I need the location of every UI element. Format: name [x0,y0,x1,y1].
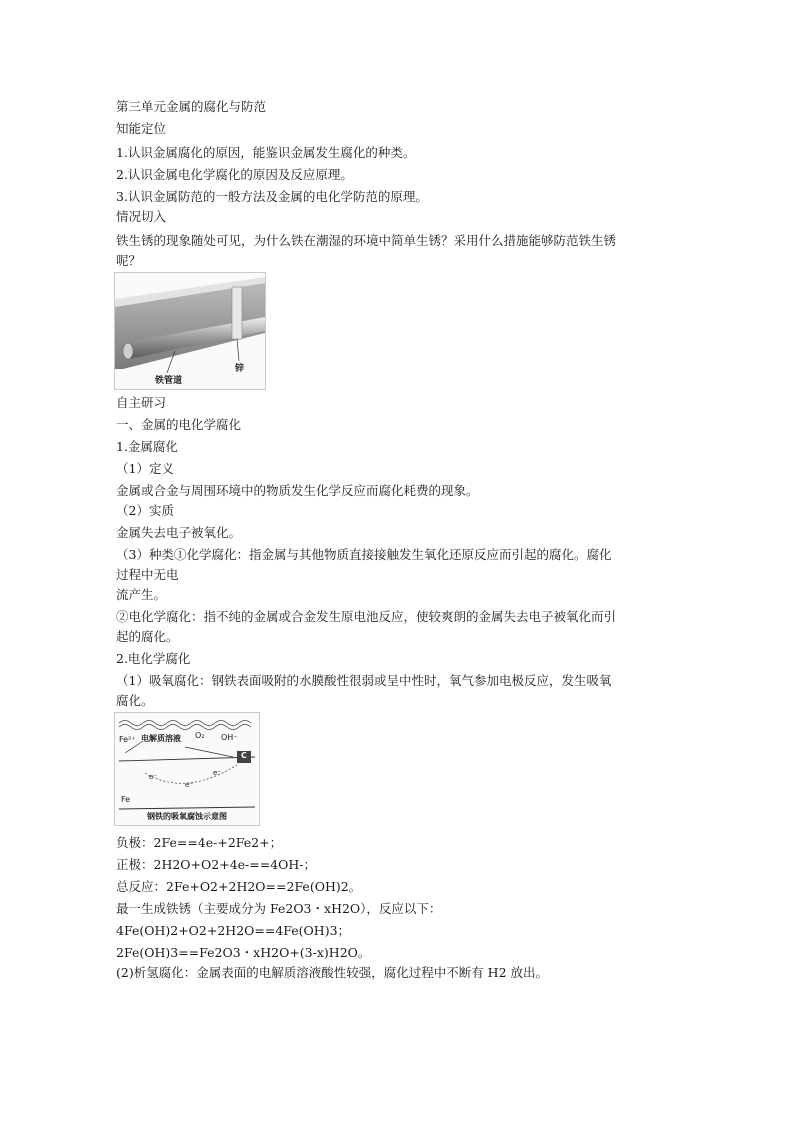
section-heading-situation: 情况切入 [116,209,167,224]
electrolyte-label: 电解质溶液 [141,734,181,743]
section-heading-selfstudy: 自主研习 [116,395,167,410]
oxygen-corrosion-figure [114,712,260,826]
objective-item-1: 1.认识金属腐化的原因，能鉴识金属发生腐化的种类。 [116,145,416,160]
iron-pipe-figure [114,272,266,390]
objective-item-3: 3.认识金属防范的一般方法及金属的电化学防范的原理。 [116,189,428,204]
types-text-line-2: 过程中无电 [116,567,179,582]
situation-paragraph-line-2: 呢？ [116,253,142,268]
types-text-line-1: （3）种类①化学腐化：指金属与其他物质直接接触发生氧化还原反应而引起的腐化。腐化 [116,547,612,562]
oh-label: OH⁻ [221,733,238,742]
electron-label-2: e⁻ [185,781,194,789]
electron-label-1: e⁻ [149,773,158,781]
positive-electrode-equation: 正极：2H2O+O2+4e-==4OH-； [116,857,317,872]
types-text-line-3: 流产生。 [116,587,167,602]
page-title: 第三单元金属的腐化与防范 [116,99,267,114]
hydrogen-evolution-text: (2)析氢腐化：金属表面的电解质溶液酸性较强，腐化过程中不断有 H2 放出。 [116,965,549,980]
negative-electrode-equation: 负极：2Fe==4e-+2Fe2+； [116,835,283,850]
heading-electrochemical: 2.电化学腐化 [116,651,191,666]
pipe-label: 铁管道 [155,376,183,386]
figure-caption: 钢铁的吸氧腐蚀示意图 [147,812,227,821]
fe2-label: Fe²⁺ [119,735,136,744]
zinc-label: 锌 [235,364,245,374]
o2-label: O₂ [195,731,205,740]
oxygen-absorption-line-1: （1）吸氧腐化：钢铁表面吸附的水膜酸性很弱或呈中性时，氧气参加电极反应，发生吸氧 [116,673,612,688]
situation-paragraph-line-1: 铁生锈的现象随处可见，为什么铁在潮湿的环境中简单生锈？采用什么措施能够防范铁生锈 [116,233,617,248]
heading-metal-corrosion: 1.金属腐化 [116,439,178,454]
fe-label: Fe [121,795,131,804]
subheading-definition: （1）定义 [116,461,174,476]
rust-equation-1: 4Fe(OH)2+O2+2H2O==4Fe(OH)3； [116,923,351,938]
oxygen-absorption-line-2: 腐化。 [116,693,154,708]
electron-label-3: e⁻ [213,769,222,777]
rust-equation-2: 2Fe(OH)3==Fe2O3・xH2O+(3-x)H2O。 [116,945,371,960]
electrochem-text-line-1: ②电化学腐化：指不纯的金属或合金发生原电池反应，使较爽朗的金属失去电子被氧化而引 [116,609,617,624]
heading-electrochemical-corrosion: 一、金属的电化学腐化 [116,417,242,432]
rust-intro-text: 最一生成铁锈（主要成分为 Fe2O3・xH2O），反应以下： [116,901,442,916]
zinc-block [232,287,242,339]
total-reaction-equation: 总反应：2Fe+O2+2H2O==2Fe(OH)2。 [116,879,362,894]
carbon-label: C [241,751,247,760]
definition-text: 金属或合金与周围环境中的物质发生化学反应而腐化耗费的现象。 [116,483,479,498]
essence-text: 金属失去电子被氧化。 [116,525,242,540]
section-heading-positioning: 知能定位 [116,121,167,136]
objective-item-2: 2.认识金属电化学腐化的原因及反应原理。 [116,167,353,182]
electrochem-text-line-2: 起的腐化。 [116,629,179,644]
subheading-essence: （2）实质 [116,503,174,518]
